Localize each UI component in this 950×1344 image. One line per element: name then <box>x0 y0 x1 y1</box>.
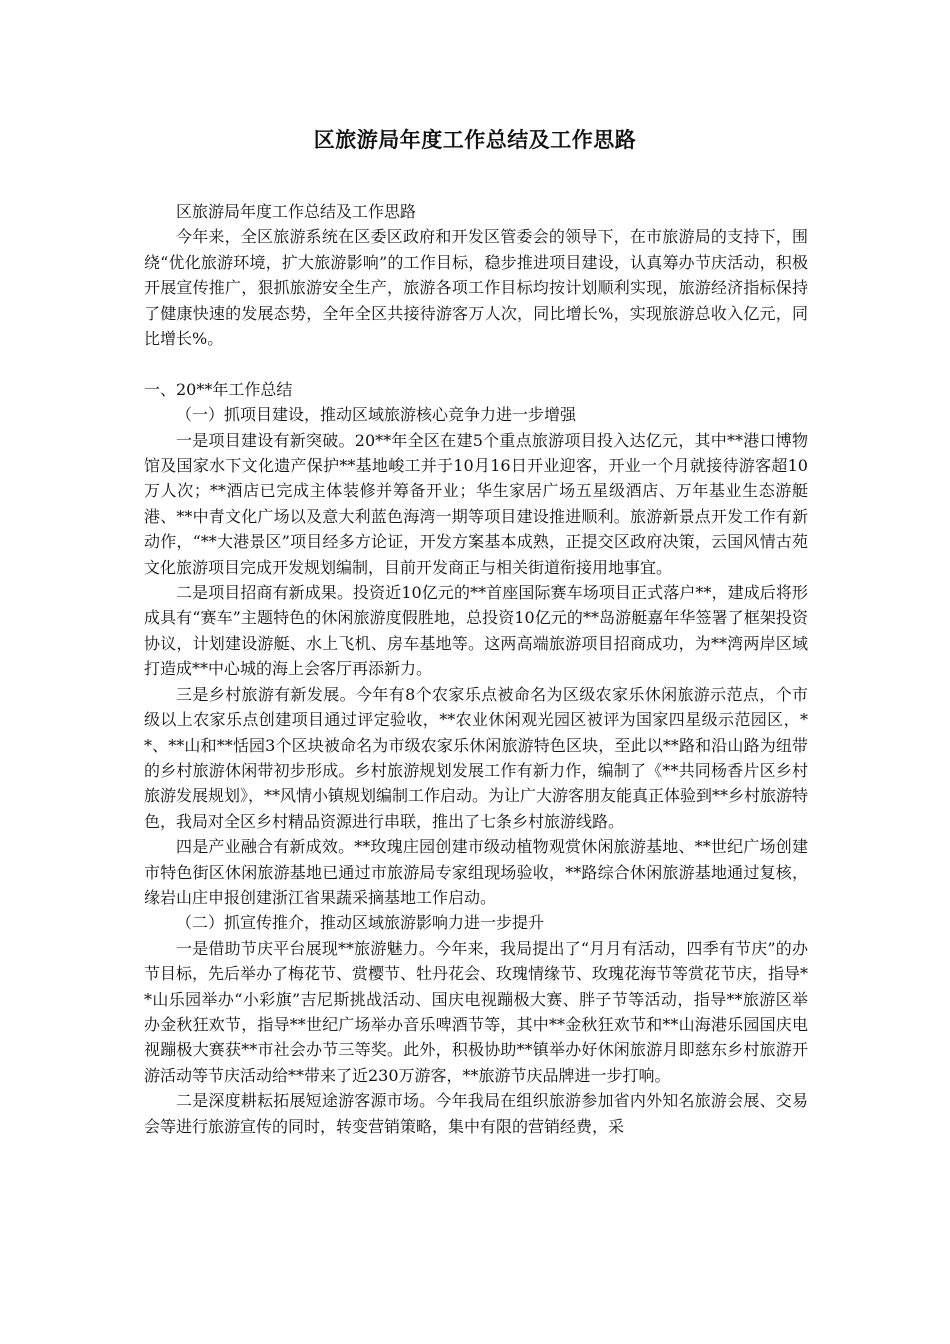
paragraph: 区旅游局年度工作总结及工作思路 <box>176 202 417 221</box>
paragraph: 一是项目建设有新突破。20**年全区在建5个重点旅游项目投入达亿元，其中**港口博物馆及国家水下文化遗产保护**基地峻工并于10月16日开业迎客，开业一个月就接待游客超10万人次；**酒店已完成主体装修并筹备开业；华生家居广场五星级酒店、万年基业生态游艇港、**中青文化广场以及意大利蓝色海湾一期等项目建设推进顺利。旅游新景点开发工作有新动作，“**大港景区”项目经多方论证，开发方案基本成熟，正提交区政府决策，云国风情古苑文化旅游项目完成开发规划编制，目前开发商正与相关街道衔接用地事宜。 <box>144 430 808 577</box>
blank-line <box>144 351 808 376</box>
document-title: 区旅游局年度工作总结及工作思路 <box>313 127 637 152</box>
section-heading: 一、20**年工作总结 <box>144 379 293 399</box>
paragraph: 今年来，全区旅游系统在区委区政府和开发区管委会的领导下，在市旅游局的支持下，围绕“优化旅游环境，扩大旅游影响”的工作目标，稳步推进项目建设，认真筹办节庆活动，积极开展宣传推广，狠抓旅游安全生产，旅游各项工作目标均按计划顺利实现，旅游经济指标保持了健康快速的发展态势，全年全区共接待游客万人次，同比增长%，实现旅游总收入亿元，同比增长%。 <box>144 227 808 349</box>
paragraph: 二是项目招商有新成果。投资近10亿元的**首座国际赛车场项目正式落户**，建成后将形成具有“赛车”主题特色的休闲旅游度假胜地，总投资10亿元的**岛游艇嘉年华签署了框架投资协议，计划建设游艇、水上飞机、房车基地等。这两高端旅游项目招商成功，为**湾两岸区域打造成**中心城的海上会客厅再添新力。 <box>144 583 808 679</box>
paragraph: 三是乡村旅游有新发展。今年有8个农家乐点被命名为区级农家乐休闲旅游示范点，个市级以上农家乐点创建项目通过评定验收，**农业休闲观光园区被评为国家四星级示范园区，**、**山和**恬园3个区块被命名为市级农家乐休闲旅游特色区块，至此以**路和沿山路为纽带的乡村旅游休闲带初步形成。乡村旅游规划发展工作有新力作，编制了《**共同杨香片区乡村旅游发展规划》，**风情小镇规划编制工作启动。为让广大游客朋友能真正体验到**乡村旅游特色，我局对全区乡村精品资源进行串联，推出了七条乡村旅游线路。 <box>144 684 809 831</box>
document-body <box>144 199 808 1139</box>
sub-heading: （二）抓宣传推介，推动区域旅游影响力进一步提升 <box>176 913 545 933</box>
sub-heading: （一）抓项目建设，推动区域旅游核心竞争力进一步增强 <box>176 405 577 425</box>
paragraph: 一是借助节庆平台展现**旅游魅力。今年来，我局提出了“月月有活动，四季有节庆”的办节目标，先后举办了梅花节、赏樱节、牡丹花会、玫瑰情缘节、玫瑰花海节等赏花节庆，指导**山乐园举办“小彩旗”吉尼斯挑战活动、国庆电视蹦极大赛、胖子节等活动，指导**旅游区举办金秋狂欢节，指导**世纪广场举办音乐啤酒节等，其中**金秋狂欢节和**山海港乐园国庆电视蹦极大赛获**市社会办节三等奖。此外，积极协助**镇举办好休闲旅游月即慈东乡村旅游开游活动等节庆活动给**带来了近230万游客，**旅游节庆品牌进一步打响。 <box>144 938 809 1085</box>
paragraph: 二是深度耕耘拓展短途游客源市场。今年我局在组织旅游参加省内外知名旅游会展、交易会等进行旅游宣传的同时，转变营销策略，集中有限的营销经费，采 <box>144 1091 808 1136</box>
paragraph: 四是产业融合有新成效。**玫瑰庄园创建市级动植物观赏休闲旅游基地、**世纪广场创建市特色街区休闲旅游基地已通过市旅游局专家组现场验收，**路综合休闲旅游基地通过复核，缘岩山庄申报创建浙江省果蔬采摘基地工作启动。 <box>144 837 808 907</box>
